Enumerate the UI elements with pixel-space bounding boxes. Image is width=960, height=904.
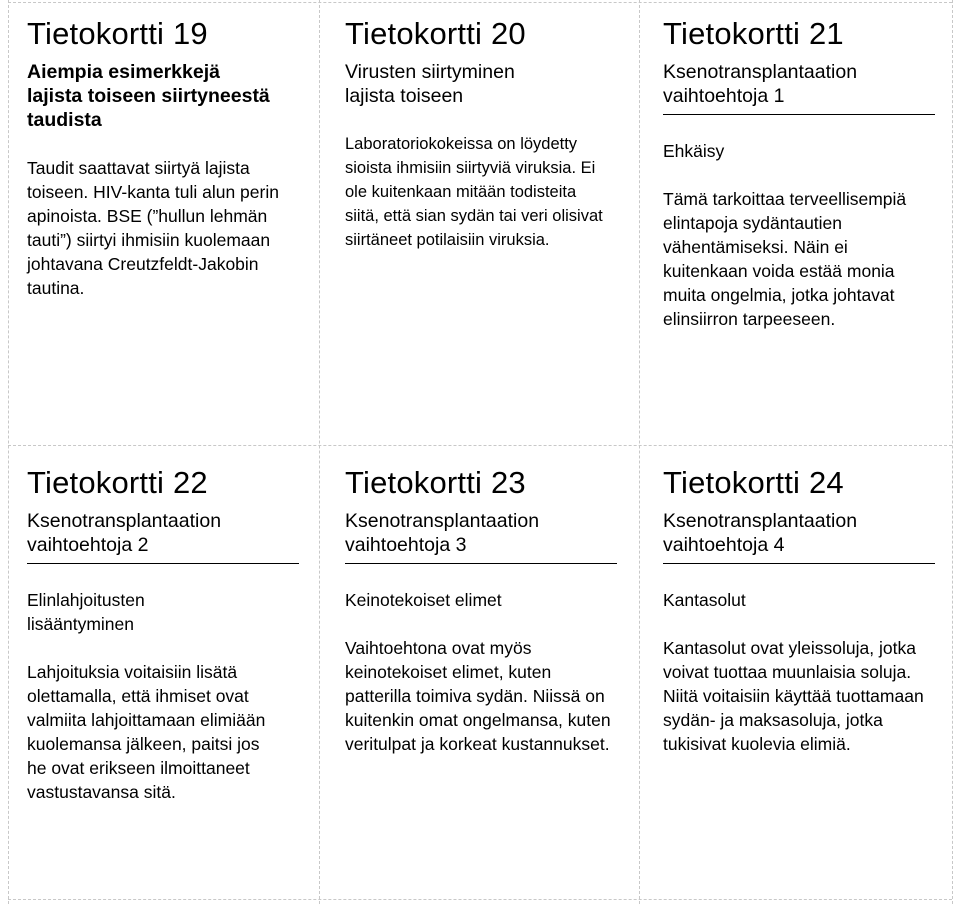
cut-line-vertical-2 (639, 0, 640, 904)
card-subtitle: Aiempia esimerkkejä lajista toiseen siirtyneestä taudista (27, 61, 270, 131)
card-body: Taudit saattavat siirtyä lajista toiseen. HIV-kanta tuli alun perin apinoista. BSE (”hullun lehmän tauti”) siirtyi ihmisiin kuolemaan johtavana Creutzfeldt-Jakobin tautina. (27, 158, 279, 298)
info-card-23 (345, 465, 617, 756)
card-title: Tietokortti 23 (345, 465, 526, 500)
card-body: Vaihtoehtona ovat myös keinotekoiset elimet, kuten patterilla toimiva sydän. Niissä on kuitenkin omat ongelmansa, kuten veritulpat ja korkeat kustannukset. (345, 638, 611, 754)
card-title: Tietokortti 22 (27, 465, 208, 500)
info-card-22 (27, 465, 299, 804)
card-lead: Kantasolut (663, 590, 746, 610)
cut-line-horizontal-middle (8, 445, 952, 446)
card-title: Tietokortti 19 (27, 16, 208, 51)
card-subtitle: Ksenotransplantaation vaihtoehtoja 3 (345, 509, 617, 564)
cut-line-vertical-left (8, 0, 9, 904)
card-title: Tietokortti 20 (345, 16, 526, 51)
card-subtitle: Ksenotransplantaation vaihtoehtoja 1 (663, 60, 935, 115)
card-body: Kantasolut ovat yleissoluja, jotka voivat tuottaa muunlaisia soluja. Niitä voitaisiin käyttää tuottamaan sydän- ja maksasoluja, jotka tukisivat kuolevia elimiä. (663, 638, 924, 754)
cut-line-vertical-right (952, 0, 953, 904)
cut-line-horizontal-bottom (8, 899, 952, 900)
info-card-19 (27, 16, 299, 300)
card-subtitle: Ksenotransplantaation vaihtoehtoja 2 (27, 509, 299, 564)
card-body: Tämä tarkoittaa terveellisempiä elintapoja sydäntautien vähentämiseksi. Näin ei kuitenkaan voida estää monia muita ongelmia, jotka johtavat elinsiirron tarpeeseen. (663, 189, 907, 329)
card-title: Tietokortti 21 (663, 16, 844, 51)
card-body: Lahjoituksia voitaisiin lisätä olettamalla, että ihmiset ovat valmiita lahjoittamaan elimiään kuolemansa jälkeen, paitsi jos he ovat erikseen ilmoittaneet vastustavansa sitä. (27, 662, 266, 802)
card-subtitle: Virusten siirtyminen lajista toiseen (345, 61, 515, 107)
card-lead: Elinlahjoitusten lisääntyminen (27, 590, 145, 634)
cut-line-vertical-1 (319, 0, 320, 904)
info-card-24 (663, 465, 935, 756)
card-lead: Keinotekoiset elimet (345, 590, 502, 610)
info-card-21 (663, 16, 935, 331)
info-card-20 (345, 16, 617, 252)
card-lead: Ehkäisy (663, 141, 725, 161)
card-subtitle: Ksenotransplantaation vaihtoehtoja 4 (663, 509, 935, 564)
card-body: Laboratoriokokeissa on löydetty sioista ihmisiin siirtyviä viruksia. Ei ole kuitenkaan mitään todisteita siitä, että sian sydän tai veri olisivat siirtäneet potilaisiin viruksia. (345, 135, 603, 249)
card-title: Tietokortti 24 (663, 465, 844, 500)
cut-line-horizontal-top (8, 2, 952, 3)
